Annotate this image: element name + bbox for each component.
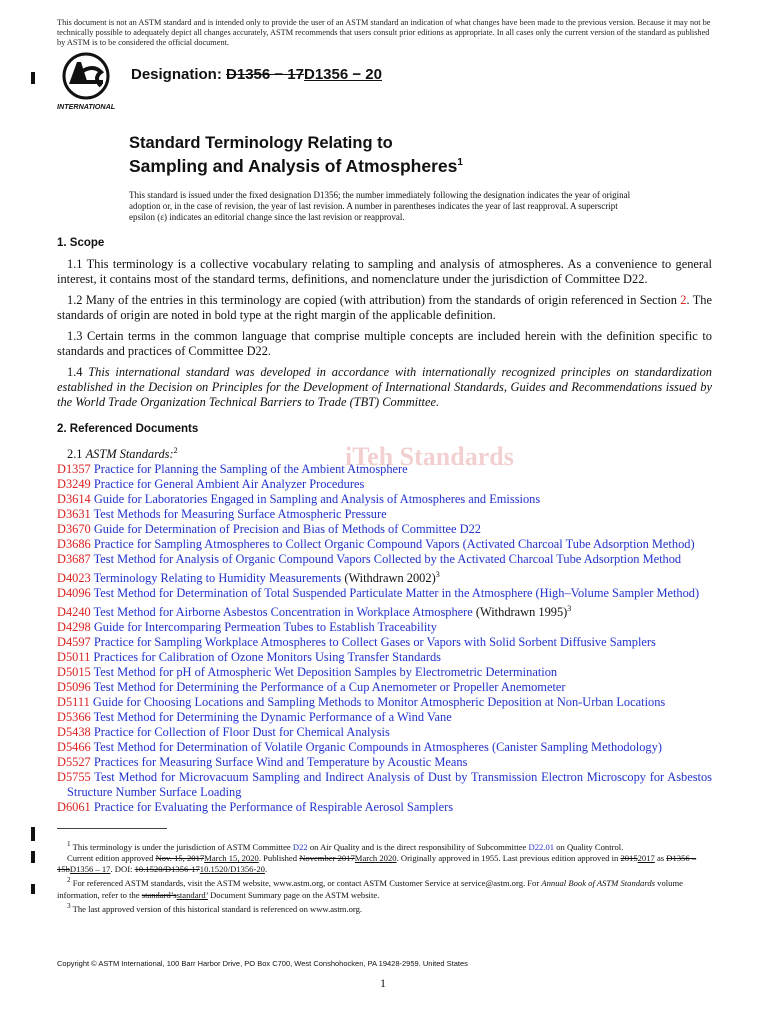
reference-title[interactable]: Guide for Intercomparing Permeation Tubes to Establish Traceability [93, 620, 437, 635]
astm-logo [57, 52, 123, 112]
reference-item [57, 665, 712, 680]
footnote-2: $^2$ For referenced ASTM standards, visit the ASTM website, www.astm.org, or contact ASTM Customer Service at service@astm.org. For Annual Book of ASTM Standards volume information, refer to the standard’sstandard’ Document Summary page on the ASTM website. [57, 876, 683, 900]
reference-item [57, 650, 712, 665]
reference-title[interactable]: Test Method for Determining the Performance of a Cup Anemometer or Propeller Anemometer [93, 680, 566, 695]
footnotes [57, 839, 712, 915]
reference-title[interactable]: Practice for Evaluating the Performance of Respirable Aerosol Samplers [93, 800, 454, 815]
paragraph-1-3: 1.3 Certain terms in the common language that comprise multiple concepts are included herein with the definition specific to standards and practices of Committee D22. [57, 329, 712, 358]
reference-item [57, 522, 712, 537]
footnote-mark: 2 [173, 446, 178, 455]
title-footnote-mark: 1 [457, 157, 463, 168]
reference-code[interactable]: D5438 [57, 725, 91, 740]
reference-item [57, 601, 712, 620]
reference-code[interactable]: D4096 [57, 586, 91, 601]
main-content [57, 236, 712, 815]
reference-item [57, 635, 712, 650]
reference-code[interactable]: D5015 [57, 665, 91, 680]
paragraph-text: 1.2 Many of the entries in this terminology are copied (with attribution) from the standards of origin referenced in Section [67, 293, 681, 307]
reference-item [57, 537, 712, 552]
title-text: Sampling and Analysis of Atmospheres [129, 155, 458, 176]
reference-item [57, 710, 712, 725]
reference-code[interactable]: D5527 [57, 755, 91, 770]
reference-suffix: (Withdrawn 2002) [341, 571, 436, 586]
title-line-2 [129, 153, 463, 176]
designation-label: Designation: [131, 66, 222, 83]
paragraph-text: This international standard was developed in accordance with internationally recognized principles on standardization established in the Decision on Principles for the Development of International Standards, Guides and Recommendations issued by the World Trade Organization Technical Barriers to Trade (TBT) Committee. [57, 365, 712, 409]
change-bar [31, 851, 35, 863]
reference-code[interactable]: D3686 [57, 537, 91, 552]
paragraph-number: 1.4 [67, 365, 89, 379]
reference-item [57, 620, 712, 635]
footnote-divider [57, 828, 167, 829]
reference-title[interactable]: Practices for Calibration of Ozone Monitors Using Transfer Standards [93, 650, 441, 665]
change-bar [31, 827, 35, 841]
reference-code[interactable]: D5755 [57, 770, 91, 785]
reference-item [57, 740, 712, 755]
reference-code[interactable]: D3687 [57, 552, 91, 567]
paragraph-1-4 [57, 365, 712, 410]
reference-title[interactable]: Test Method for Determining the Dynamic Performance of a Wind Vane [93, 710, 452, 725]
reference-title[interactable]: Practices for Measuring Surface Wind and Temperature by Acoustic Means [93, 755, 468, 770]
reference-title[interactable]: Test Method for Microvacuum Sampling and Indirect Analysis of Dust by Transmission Electron Microscopy for Asbestos Structure Number Surface Loading [67, 770, 712, 800]
issued-statement: This standard is issued under the fixed designation D1356; the number immediately following the designation indicates the year of original adoption or, in the case of revision, the year of last revision. A number in parentheses indicates the year of last reapproval. A superscript epsilon (ε) indicates an editorial change since the last revision or reapproval. [129, 190, 631, 223]
reference-item [57, 567, 712, 586]
reference-title[interactable]: Guide for Laboratories Engaged in Sampling and Analysis of Atmospheres and Emissions [93, 492, 541, 507]
reference-item [57, 755, 712, 770]
reference-item [57, 477, 712, 492]
footnote-1-cont: Current edition approved Nov. 15, 2017March 15, 2020. Published November 2017March 2020. Originally approved in 1955. Last previous edition approved in 20152017 as D1356 – 15bD1356 – 17. DOI: 10.1520/D1356-1710.1520/D1356-20. [57, 853, 697, 875]
reference-code[interactable]: D5466 [57, 740, 91, 755]
page-number: 1 [380, 976, 386, 990]
reference-item [57, 800, 712, 815]
paragraph-1-2 [57, 293, 712, 323]
reference-title[interactable]: Test Method for Airborne Asbestos Concentration in Workplace Atmosphere [93, 605, 473, 620]
change-bar [31, 72, 35, 84]
footnote-3: $^3$ The last approved version of this historical standard is referenced on www.astm.org. [67, 901, 363, 914]
reference-code[interactable]: D5096 [57, 680, 91, 695]
change-bar [31, 884, 35, 894]
reference-suffix: (Withdrawn 1995) [472, 605, 568, 620]
reference-title[interactable]: Practice for General Ambient Air Analyzer Procedures [93, 477, 365, 492]
reference-title[interactable]: Practice for Collection of Floor Dust for Chemical Analysis [93, 725, 390, 740]
reference-code[interactable]: D4298 [57, 620, 91, 635]
reference-title[interactable]: Practice for Sampling Workplace Atmospheres to Collect Gases or Vapors with Solid Sorbent Diffusive Samplers [93, 635, 656, 650]
reference-code[interactable]: D1357 [57, 462, 91, 477]
reference-title[interactable]: Guide for Choosing Locations and Sampling Methods to Monitor Atmospheric Deposition at Non-Urban Locations [92, 695, 666, 710]
reference-code[interactable]: D3249 [57, 477, 91, 492]
referenced-documents-list [57, 462, 712, 815]
document-title [129, 133, 463, 176]
footnote-mark: 3 [435, 570, 440, 580]
reference-item [57, 462, 712, 477]
footnote-mark: 3 [567, 604, 572, 614]
footnote-1: $^1$ This terminology is under the jurisdiction of ASTM Committee D22 on Air Quality and is the direct responsibility of Subcommittee D22.01 on Quality Control. [67, 840, 624, 852]
reference-title[interactable]: Test Method for Determination of Volatile Organic Compounds in Atmospheres (Canister Sampling Methodology) [93, 740, 662, 755]
reference-item [57, 680, 712, 695]
reference-code[interactable]: D4597 [57, 635, 91, 650]
reference-item [57, 770, 712, 800]
subsection-astm-standards [67, 443, 712, 462]
reference-code[interactable]: D4240 [57, 605, 91, 620]
reference-item [57, 507, 712, 522]
reference-title[interactable]: Terminology Relating to Humidity Measurements [93, 571, 342, 586]
watermark: iTeh Standards [345, 442, 514, 471]
subsection-label: ASTM Standards: [85, 447, 174, 462]
reference-item [57, 492, 712, 507]
subcommittee-link[interactable]: D22.01 [528, 841, 555, 852]
reference-code[interactable]: D5011 [57, 650, 91, 665]
reference-code[interactable]: D3631 [57, 507, 91, 522]
reference-item [57, 552, 712, 567]
logo-text: INTERNATIONAL [57, 102, 116, 111]
title-line-1: Standard Terminology Relating to [129, 134, 393, 152]
reference-title[interactable]: Test Methods for Measuring Surface Atmospheric Pressure [93, 507, 387, 522]
reference-code[interactable]: D6061 [57, 800, 91, 815]
paragraph-1-1: 1.1 This terminology is a collective vocabulary relating to sampling and analysis of atmospheres. As a convenience to general interest, it contains most of the standard terms, definitions, and nomenclature under the jurisdiction of Committee D22. [57, 257, 712, 286]
section-link[interactable]: 2 [680, 293, 687, 307]
designation [131, 66, 382, 83]
paragraph-text: . The standards of origin are noted in bold type at the right margin of the applicable definition. [57, 293, 712, 322]
reference-item [57, 725, 712, 740]
reference-title[interactable]: Practice for Sampling Atmospheres to Collect Organic Compound Vapors (Activated Charcoal Tube Adsorption Method) [93, 537, 695, 552]
reference-code[interactable]: D5111 [57, 695, 90, 710]
reference-code[interactable]: D5366 [57, 710, 91, 725]
section-heading-references: 2. Referenced Documents [57, 423, 199, 435]
reference-code[interactable]: D3670 [57, 522, 91, 537]
reference-title[interactable]: Test Method for pH of Atmospheric Wet Deposition Samples by Electrometric Determination [93, 665, 558, 680]
reference-title[interactable]: Practice for Planning the Sampling of the Ambient Atmosphere [93, 462, 408, 477]
designation-old: D1356 − 17 [226, 66, 304, 83]
reference-title[interactable]: Test Method for Determination of Total Suspended Particulate Matter in the Atmosphere (High–Volume Sampler Method) [93, 586, 700, 601]
reference-title[interactable]: Test Method for Analysis of Organic Compound Vapors Collected by the Activated Charcoal Tube Adsorption Method [93, 552, 682, 567]
reference-item [57, 586, 712, 601]
reference-code[interactable]: D3614 [57, 492, 91, 507]
committee-link[interactable]: D22 [292, 841, 308, 852]
reference-code[interactable]: D4023 [57, 571, 91, 586]
document-notice: This document is not an ASTM standard and is intended only to provide the user of an ASTM standard an indication of what changes have been made to the previous version. Because it may not be technically possible to adequately depict all changes accurately, ASTM recommends that users consult prior editions as appropriate. In all cases only the current version of the standard as published by ASTM is to be considered the official document. [57, 18, 711, 47]
reference-title[interactable]: Guide for Determination of Precision and Bias of Methods of Committee D22 [93, 522, 481, 537]
subsection-number: 2.1 [67, 447, 86, 462]
designation-new: D1356 − 20 [304, 66, 382, 83]
section-heading-scope: 1. Scope [57, 237, 105, 249]
copyright: Copyright © ASTM International, 100 Barr Harbor Drive, PO Box C700, West Conshohocken, PA 19428-2959. United States [57, 959, 468, 968]
reference-item [57, 695, 712, 710]
